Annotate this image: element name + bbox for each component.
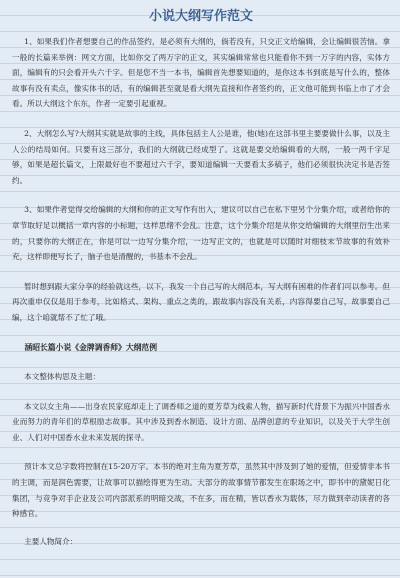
- sample-paragraph: 预计本文总字数将控制在15-20万字。本书的绝对主角为夏芳草，虽然其中涉及到了她的爱情，但爱情非本书的主调，而是润色需要，让故事可以描绘得更为生动。大部分的故事情节都发生在职场之中，即书中的黛妮日化集团，与竞争对手企业及公司内部派系的明暗交战，不在多，而在精，皆以香水为载体，尽力做到牵动读者的各种感官。: [12, 462, 390, 519]
- article-paragraph: 暂时想到跟大家分享的经验就这些，以下，我发一个自己写的大纲范本，写大纲有困难的作者们可以参考。但再次重申仅仅是用于参考，比如格式、架构、重点之类的，跟故事内容没有关系，内容得要自己写，故事要自己编，这个咱就帮不了忙了哦。: [12, 281, 390, 322]
- article-paragraph: 1、如果我们作者想要自己的作品签约，是必须有大纲的，倘若没有，只交正文给编辑，会让编辑很苦恼。拿一般的长篇来举例：网文方面，比如你交了两万字的正文，其实编辑常常也只能看你不到一万字的内容，实体方面，编辑有的只会看开头六千字。但是您不当一本书，编辑首先想要知道的，是你这本书到底是写什么的，整体故事有没有卖点，像实体书的话，有的编辑甚至就是看大纲先直接和作者签约的，正文他可能到书临上市了才会看。所以大纲这个东东，作者一定要引起重视。: [12, 37, 390, 109]
- section-label: 本文整体构思及主题：: [24, 372, 101, 382]
- sample-paragraph: 本文以女主角——出身农民家庭却走上了调香师之道的夏芳草为线索人物，描写新时代背景下为振兴中国香水业而努力的青年们的草根励志故事。其中涉及到香水制造、设计方面、品牌创意的专业知识，以及关于大学生创业、人们对中国香水业未来发展的探寻。: [12, 401, 390, 442]
- article-paragraph: 2、大纲怎么写?大纲其实就是故事的主线，具体包括主人公是谁，他(她)在这部书里主要要做什么事，以及主人公的结局如何。只要有这三部分，我们的大纲就已经成型了。这就是要交给编辑看的大纲，一般一两千字足够，如果是超长篇文，上限最好也不要超过六千字，要知道编辑一天要看太多稿子，他们必须很快决定书是否签约。: [12, 128, 390, 185]
- characters-label: 主要人物简介：: [24, 536, 78, 546]
- article-paragraph: 3、如果作者觉得交给编辑的大纲和你的正文写作有出入，建议可以自己在私下里另个分集介绍，或者给你的章节取好足以概括一章内容的小标题，这样思绪不会乱。注意，这个分集介绍是从你交给编辑的大纲里衍生出来的，只要你的大纲正在，你是可以一边写分集介绍，一边写正文的，也就是可以随时对细枝末节故事的有效补充，这样即便写长了，脑子也是清醒的，书基本不会乱。: [12, 205, 390, 262]
- article-title: 小说大纲写作范文: [148, 9, 253, 24]
- sample-heading: 涵昭长篇小说《金牌调香师》大纲范例: [24, 342, 158, 352]
